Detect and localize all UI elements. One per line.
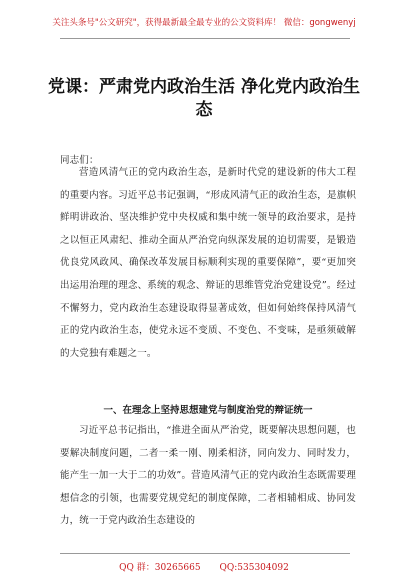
footer-qq-group: QQ 群：30265665 — [119, 563, 201, 573]
header-divider — [60, 38, 350, 39]
footer-divider — [60, 553, 350, 554]
paragraph-section-one: 习近平总书记指出，“推进全面从严治党，既要解决思想问题，也要解决制度问题，二者一柔一刚、刚柔相济，同向发力、同时发力，能产生一加一大于二的功效”。营造风清气正的党内政治生态既需要理想信念的引领，也需要党规党纪的制度保障，二者相辅相成、协同发力，统一于党内政治生态建设的 — [60, 425, 356, 527]
page-header-banner: 关注头条号"公文研究"，获得最新最全最专业的公文资料库！ 微信：gongwenyj — [52, 18, 356, 28]
salutation: 同志们： — [60, 155, 99, 166]
document-title: 党课：严肃党内政治生活 净化党内政治生态 — [48, 77, 360, 120]
page-footer — [0, 560, 408, 573]
section-heading: 一、在理念上坚持思想建党与制度治党的辩证统一 — [103, 405, 313, 416]
paragraph-intro: 营造风清气正的党内政治生态，是新时代党的建设新的伟大工程的重要内容。习近平总书记强调，“形成风清气正的政治生态，是旗帜鲜明讲政治、坚决维护党中央权威和集中统一领导的政治要求，是持之以恒正风肃纪、推动全面从严治党向纵深发展的迫切需要，是锻造优良党风政风、确保改革发展目标顺利实现的重要保障”，要“更加突出运用治理的理念、系统的观念、辩证的思维管党治党建设党”。经过不懈努力，党内政治生态建设取得显著成效，但如何始终保持风清气正的党内政治生态，使党永远不变质、不变色、不变味，是亟须破解的大党独有难题之一。 — [60, 167, 356, 359]
footer-qq-number: QQ:535304092 — [219, 563, 289, 573]
